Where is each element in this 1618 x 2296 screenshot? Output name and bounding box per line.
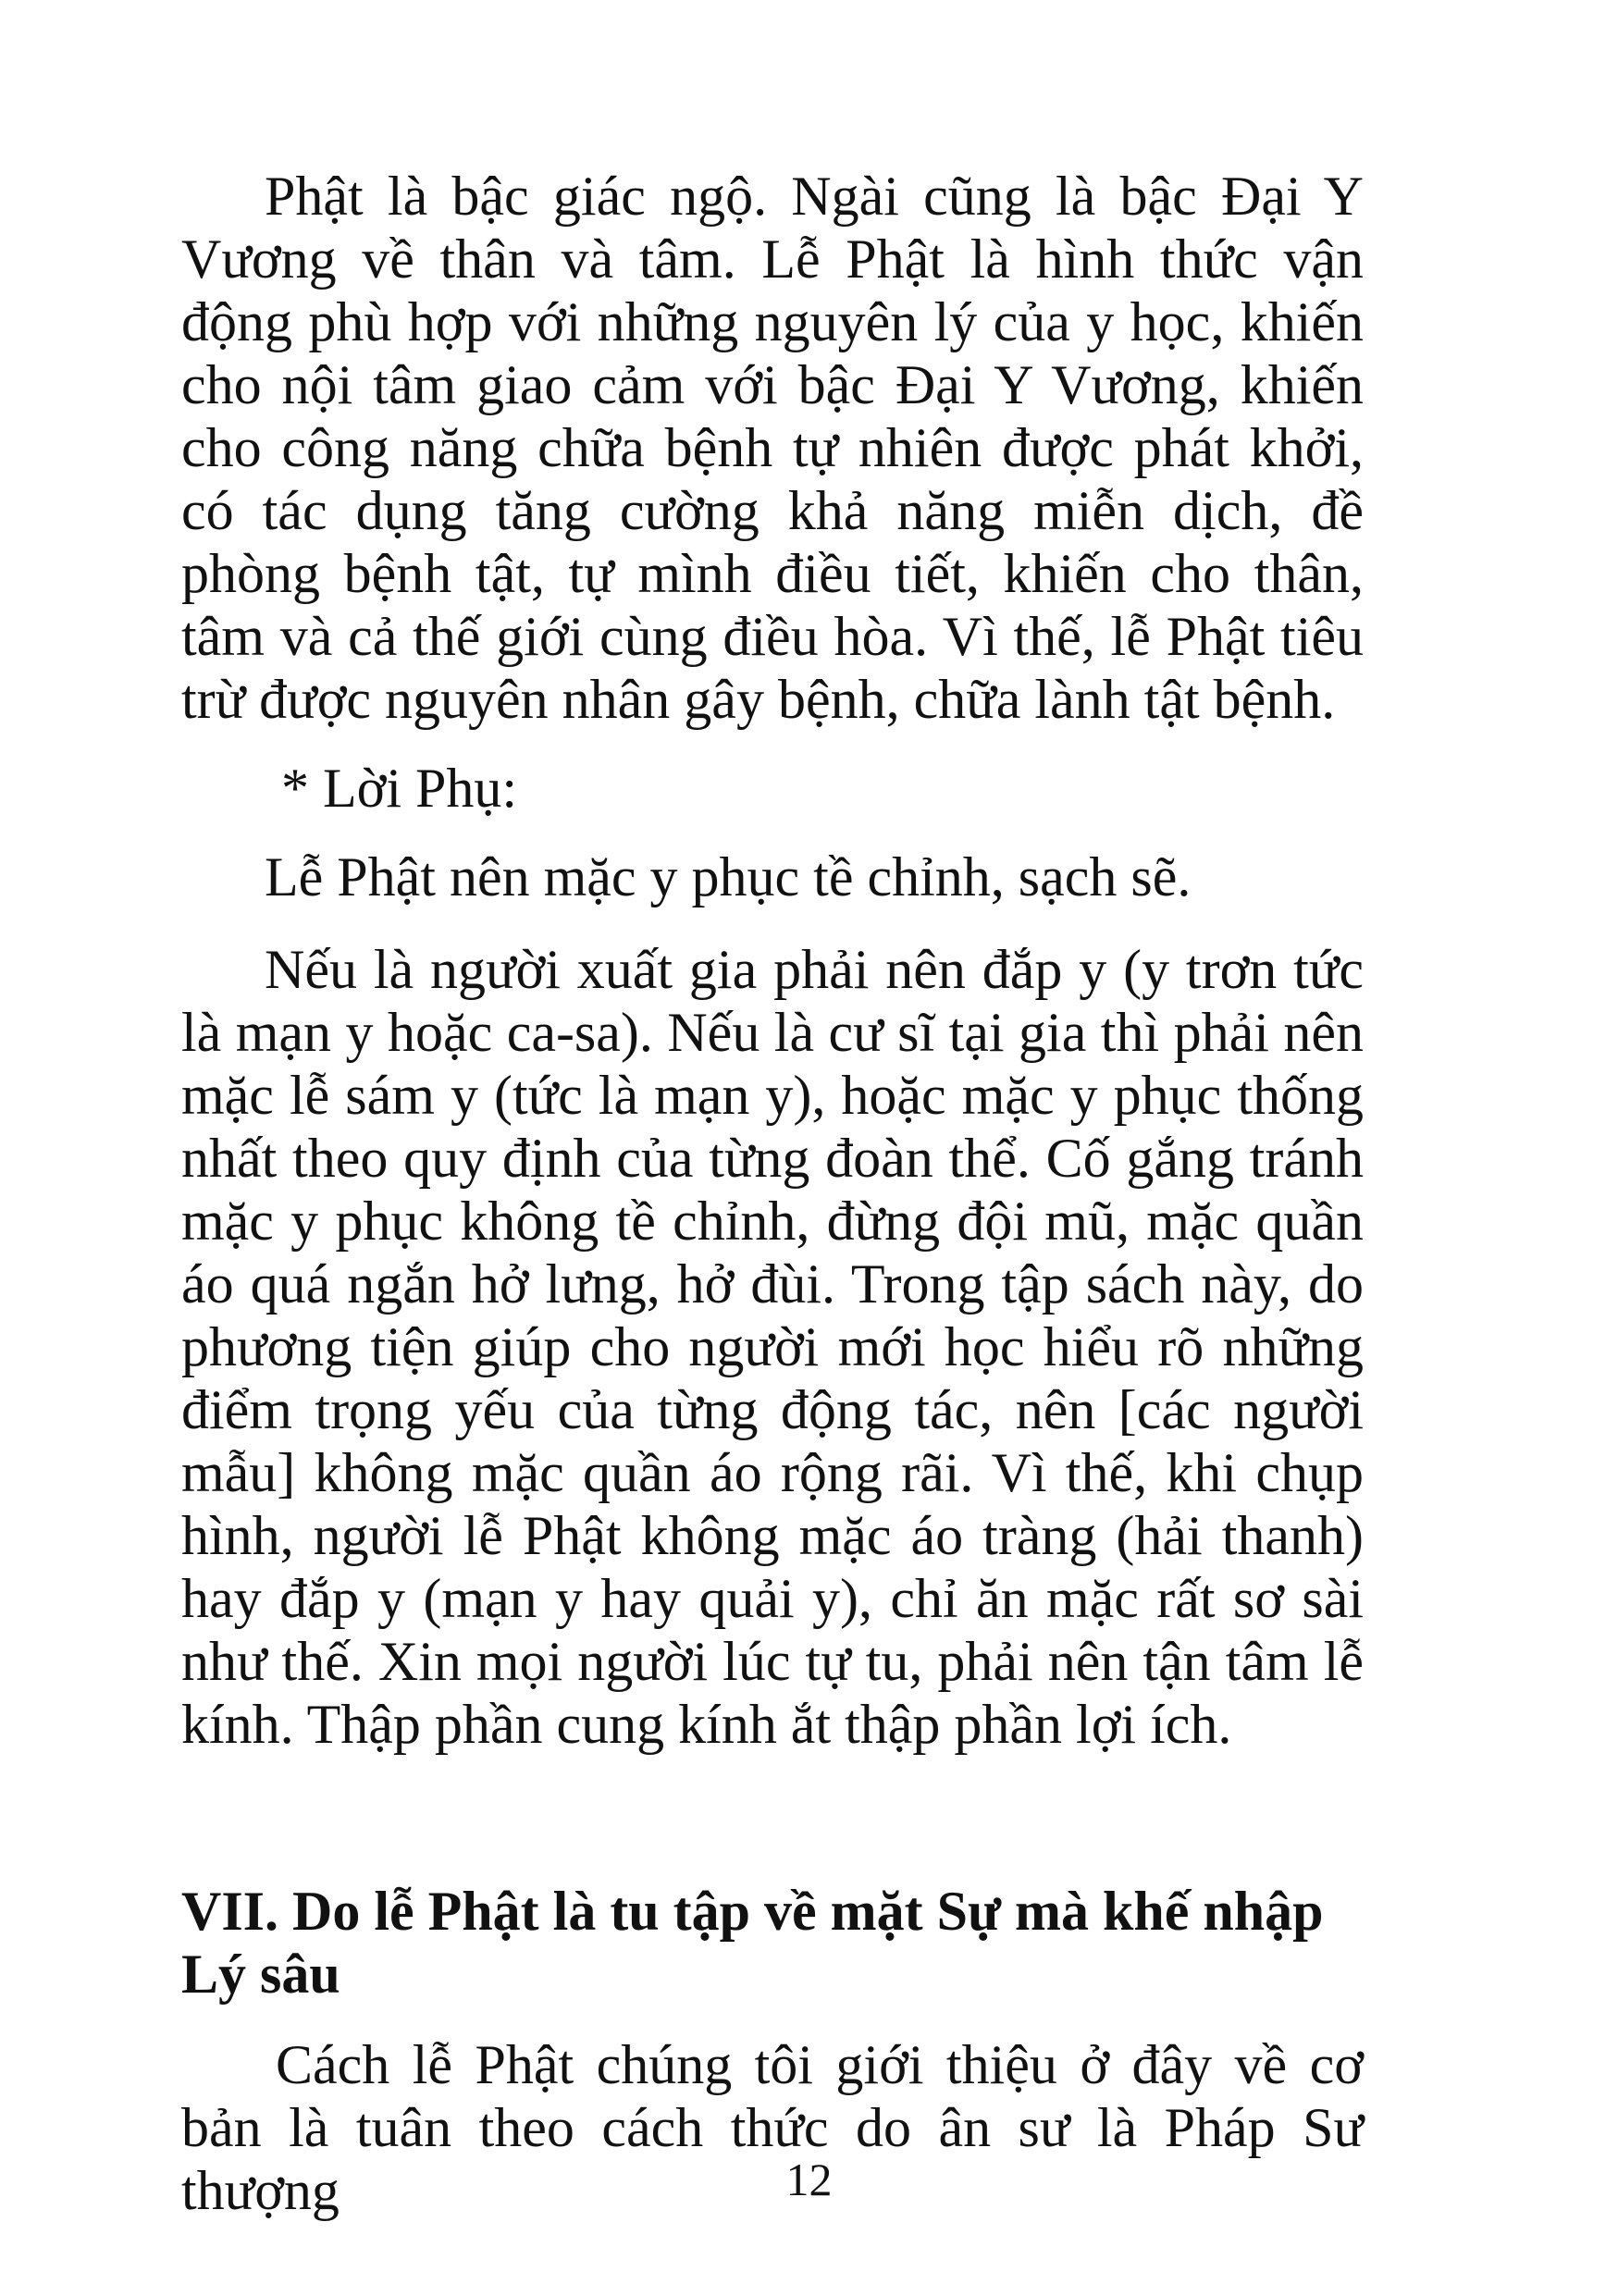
section-heading: VII. Do lễ Phật là tu tập về mặt Sự mà khế nhập Lý sâu <box>181 1881 1324 2005</box>
paragraph-buddha-great-physician: Phật là bậc giác ngộ. Ngài cũng là bậc Đại Y Vương về thân và tâm. Lễ Phật là hình thức vận động phù hợp với những nguyên lý của y học, khiến cho nội tâm giao cảm với bậc Đại Y Vương, khiến cho công năng chữa bệnh tự nhiên được phát khởi, có tác dụng tăng cường khả năng miễn dịch, đề phòng bệnh tật, tự mình điều tiết, khiến cho thân, tâm và cả thế giới cùng điều hòa. Vì thế, lễ Phật tiêu trừ được nguyên nhân gây bệnh, chữa lành tật bệnh. <box>181 166 1364 730</box>
paragraph-robes-guidance: Nếu là người xuất gia phải nên đắp y (y trơn tức là mạn y hoặc ca-sa). Nếu là cư sĩ tại gia thì phải nên mặc lễ sám y (tức là mạn y), hoặc mặc y phục thống nhất theo quy định của từng đoàn thể. Cố gắng tránh mặc y phục không tề chỉnh, đừng đội mũ, mặc quần áo quá ngắn hở lưng, hở đùi. Trong tập sách này, do phương tiện giúp cho người mới học hiểu rõ những điểm trọng yếu của từng động tác, nên [các người mẫu] không mặc quần áo rộng rãi. Vì thế, khi chụp hình, người lễ Phật không mặc áo tràng (hải thanh) hay đắp y (mạn y hay quải y), chỉ ăn mặc rất sơ sài như thế. Xin mọi người lúc tự tu, phải nên tận tâm lễ kính. Thập phần cung kính ắt thập phần lợi ích. <box>181 939 1364 1755</box>
page-number: 12 <box>785 2154 833 2205</box>
page-body <box>181 165 1364 2222</box>
note-heading: * Lời Phụ: <box>281 758 518 819</box>
paragraph-prostration-method: Cách lễ Phật chúng tôi giới thiệu ở đây về cơ bản là tuân theo cách thức do ân sư là Pháp Sư thượng <box>181 2034 1364 2221</box>
paragraph-proper-attire: Lễ Phật nên mặc y phục tề chỉnh, sạch sẽ. <box>265 846 1192 907</box>
